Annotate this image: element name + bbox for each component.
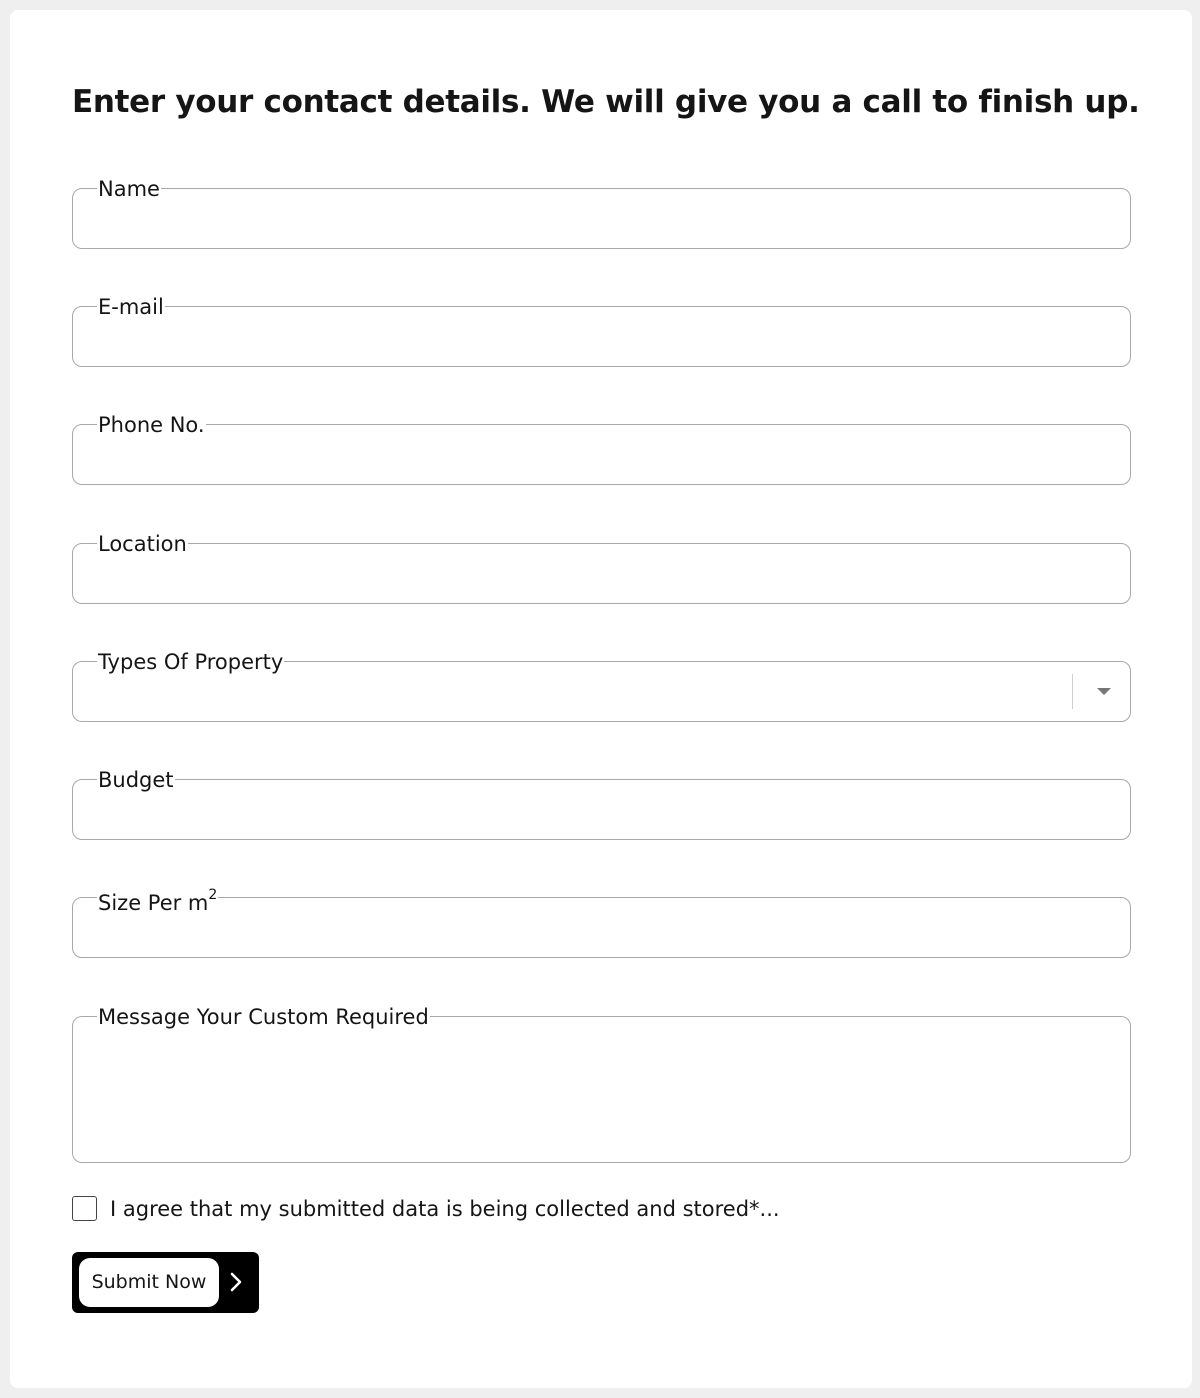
caret-down-icon[interactable] [1097, 688, 1111, 695]
submit-button[interactable] [72, 1252, 259, 1313]
submit-button-label: Submit Now [79, 1258, 219, 1307]
phone-label: Phone No. [98, 413, 205, 437]
phone-input[interactable] [91, 439, 1091, 471]
consent-checkbox[interactable] [72, 1196, 97, 1221]
form-title: Enter your contact details. We will give you a call to finish up. [72, 84, 1140, 120]
email-field[interactable] [72, 295, 1131, 367]
size-input[interactable] [91, 912, 1091, 944]
select-divider [1072, 674, 1073, 709]
size-label-text: Size Per m [98, 891, 209, 915]
location-label: Location [98, 532, 187, 556]
name-field[interactable] [72, 177, 1131, 249]
property-type-label: Types Of Property [98, 650, 284, 674]
email-input[interactable] [91, 321, 1091, 353]
size-label-superscript: 2 [208, 887, 218, 903]
email-label: E-mail [98, 295, 164, 319]
budget-field[interactable] [72, 768, 1131, 840]
message-field[interactable] [72, 1005, 1131, 1163]
message-textarea[interactable] [91, 1031, 1091, 1146]
property-type-select[interactable] [72, 650, 1131, 722]
phone-field[interactable] [72, 413, 1131, 485]
size-field[interactable] [72, 887, 1131, 958]
name-label: Name [98, 177, 160, 201]
budget-label: Budget [98, 768, 174, 792]
budget-input[interactable] [91, 794, 1091, 826]
consent-text: I agree that my submitted data is being collected and stored*... [110, 1196, 780, 1221]
location-input[interactable] [91, 558, 1091, 590]
location-field[interactable] [72, 532, 1131, 604]
message-label: Message Your Custom Required [98, 1005, 429, 1029]
size-label [97, 886, 218, 915]
consent-row[interactable] [72, 1196, 780, 1221]
name-input[interactable] [91, 203, 1091, 235]
chevron-right-icon [226, 1265, 248, 1299]
